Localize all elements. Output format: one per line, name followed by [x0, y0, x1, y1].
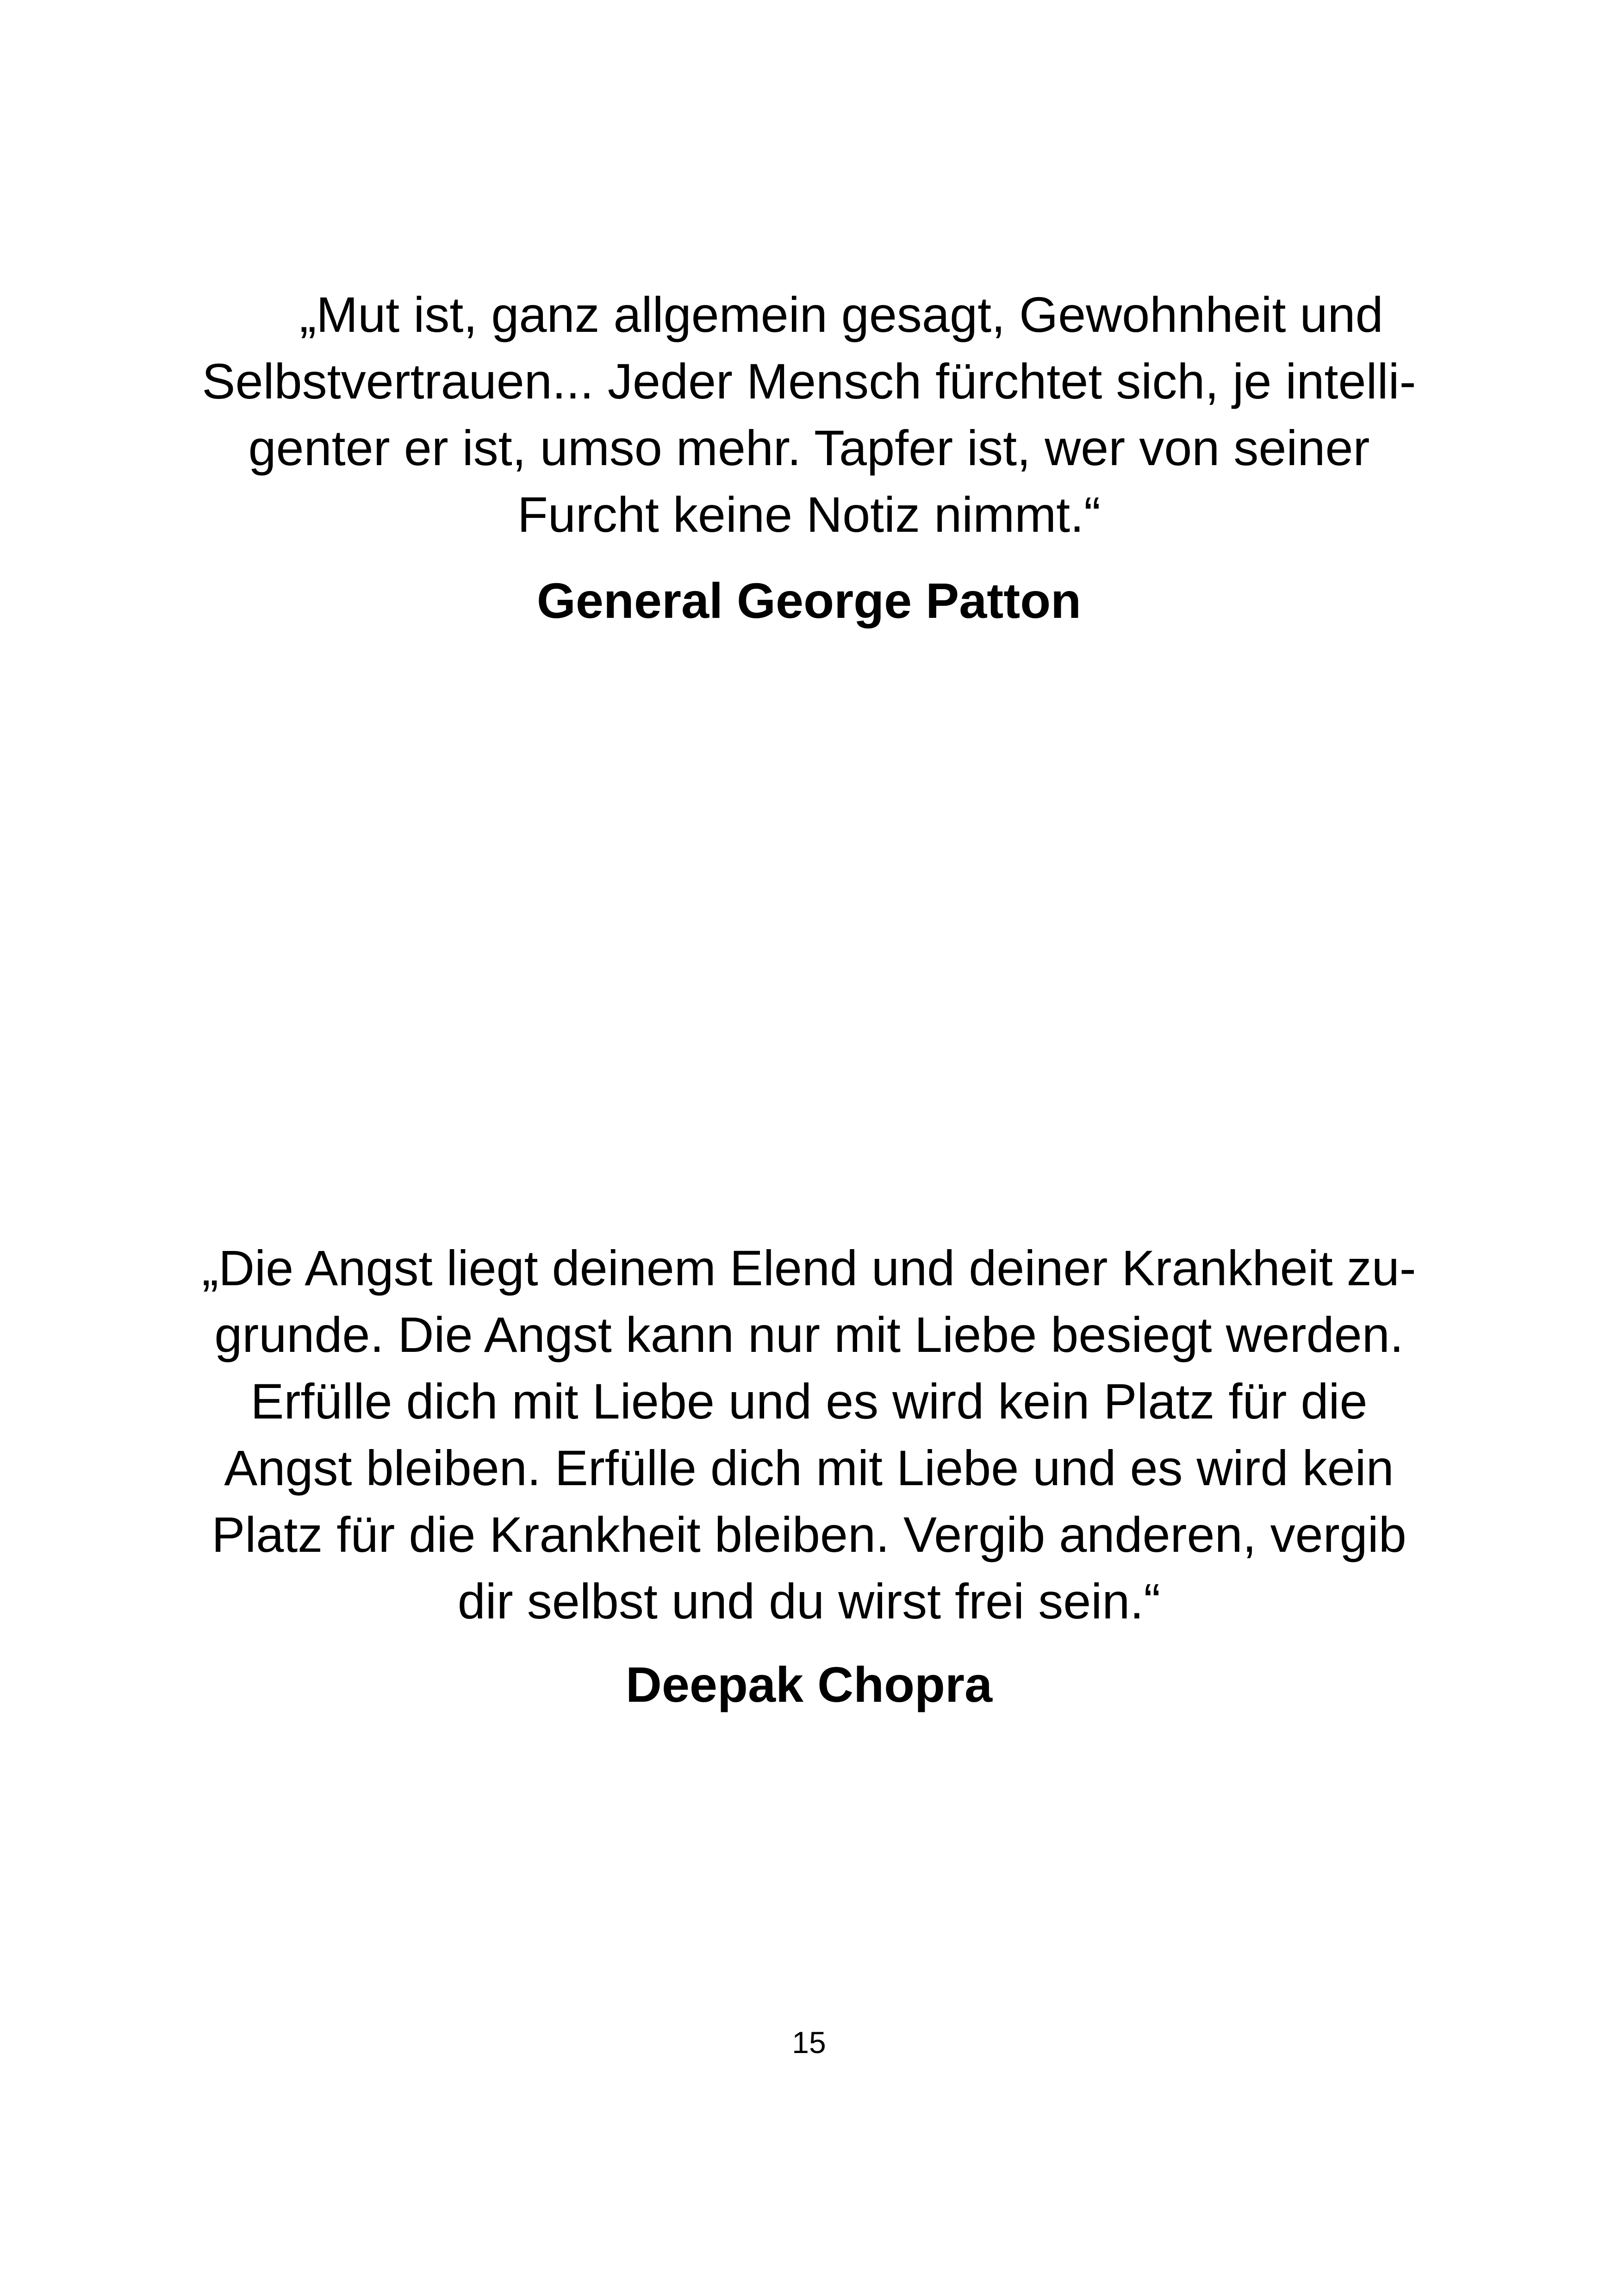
quote-author: Deepak Chopra: [625, 1656, 993, 1712]
quote-line: Furcht keine Notiz nimmt.“: [517, 486, 1101, 542]
quote-line: Angst bleiben. Erfülle dich mit Liebe und es wird kein: [224, 1440, 1394, 1496]
quote-line: Platz für die Krankheit bleiben. Vergib anderen, vergib: [212, 1506, 1406, 1562]
quote-line: Erfülle dich mit Liebe und es wird kein Platz für die: [250, 1373, 1368, 1429]
quote-line: genter er ist, umso mehr. Tapfer ist, wer von seiner: [248, 420, 1370, 476]
quote-author: General George Patton: [536, 572, 1082, 628]
quote-line: Selbstvertrauen... Jeder Mensch fürchtet sich, je intelli-: [202, 353, 1416, 409]
quote-line: dir selbst und du wirst frei sein.“: [457, 1573, 1161, 1629]
quote-line: grunde. Die Angst kann nur mit Liebe besiegt werden.: [214, 1307, 1404, 1363]
quote-line: „Die Angst liegt deinem Elend und deiner Krankheit zu-: [202, 1240, 1416, 1296]
page-number: 15: [792, 2025, 826, 2060]
quote-line: „Mut ist, ganz allgemein gesagt, Gewohnheit und: [299, 286, 1383, 342]
